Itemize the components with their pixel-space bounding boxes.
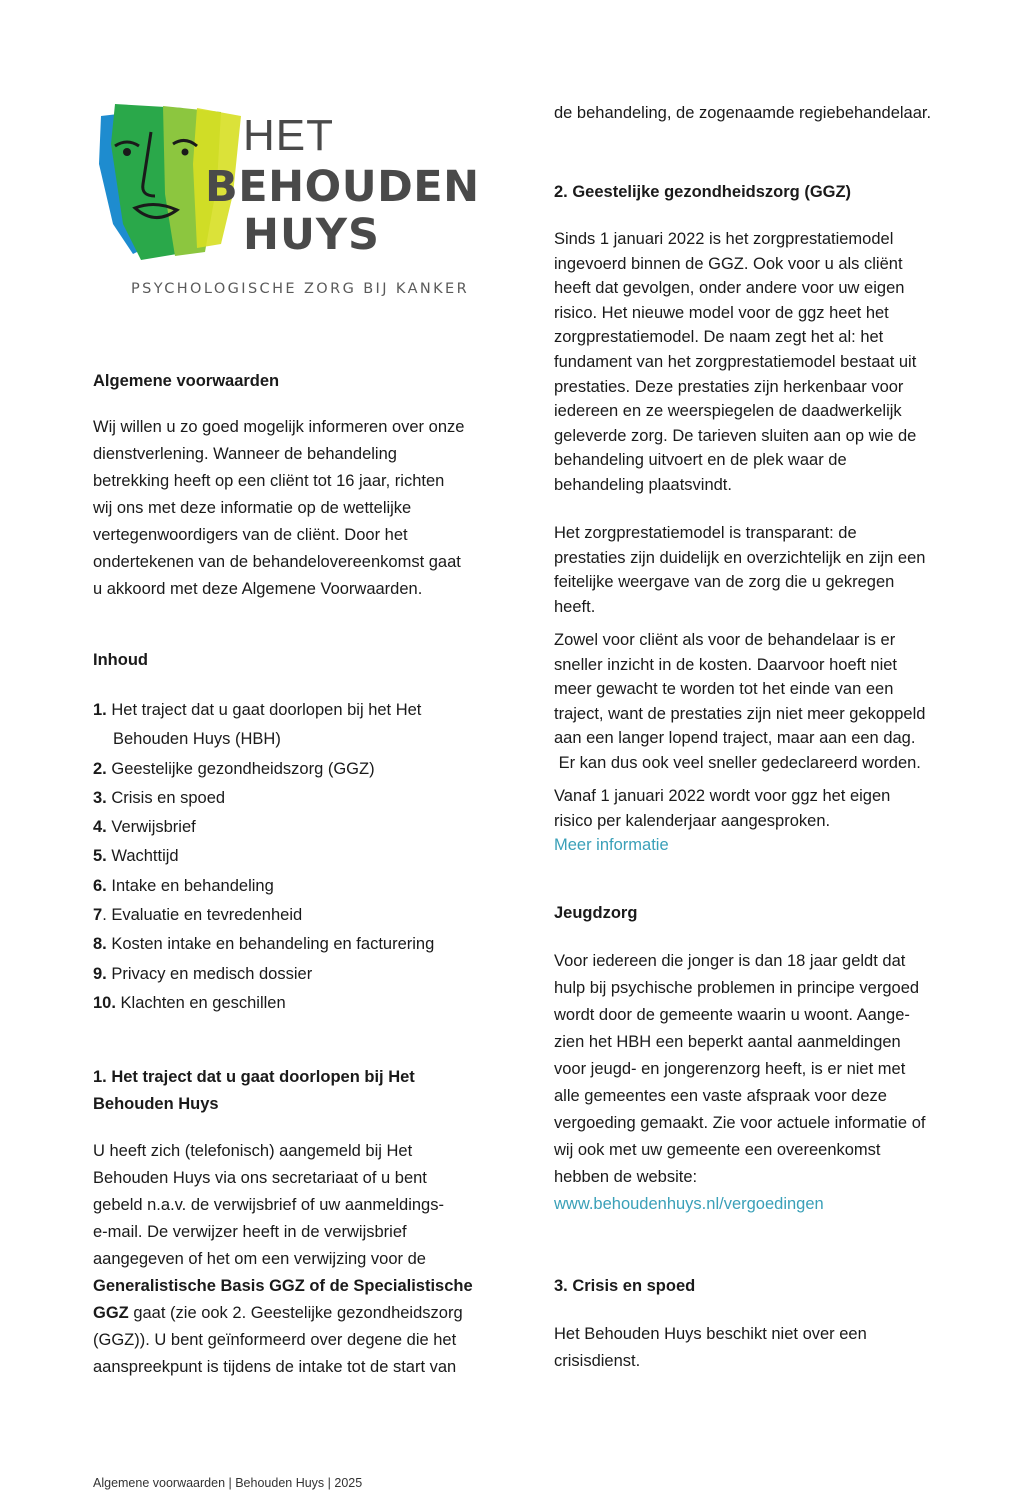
toc-item[interactable]: 1. Het traject dat u gaat doorlopen bij het Het Behouden Huys (HBH) (93, 701, 422, 749)
meer-informatie-link[interactable]: Meer informatie (554, 836, 669, 855)
vergoedingen-link[interactable]: www.behoudenhuys.nl/vergoedingen (554, 1195, 824, 1213)
intro-paragraph: Wij willen u zo goed mogelijk informeren over onze dienstverlening. Wanneer de behandeling betrekking heeft op een cliënt tot 16 jaar, richten wij ons met deze informatie op de wettelijke vertegenwoordigers van de cliënt. Door het ondertekenen van de behandelovereenkomst gaat u akkoord met deze Algemene Voorwaarden. (93, 418, 465, 598)
logo-word-huys: HUYS (243, 210, 381, 260)
heading-ggz: 2. Geestelijke gezondheidszorg (GGZ) (554, 183, 852, 201)
heading-jeugdzorg: Jeugdzorg (554, 904, 638, 922)
jeugdzorg-paragraph: Voor iedereen die jonger is dan 18 jaar geldt dat hulp bij psychische problemen in principe vergoed wordt door de gemeente waarin u woont. Aange- zien het HBH een beperkt aantal aanmeldingen voor jeugd- en jongerenzorg heeft, is er niet met alle gemeentes een vaste afspraak voor deze vergoeding gemaakt. Zie voor actuele informatie of wij ook met uw gemeente een overeenkomst hebben de website: www.behoudenhuys.nl/vergoedingen (554, 948, 925, 1218)
heading-algemene-voorwaarden: Algemene voorwaarden (93, 372, 280, 390)
section-1-paragraph: U heeft zich (telefonisch) aangemeld bij Het Behouden Huys via ons secretariaat of u bent gebeld n.a.v. de verwijsbrief of uw aanmeldings- e-mail. De verwijzer heeft in de verwijsbrief aangegeven of het om een verwijzing voor de Generalistische Basis GGZ of de Specialistische GGZ gaat (zie ook 2. Geestelijke gezondheidszorg (GGZ)). U bent geïnformeerd over degene die het aanspreekpunt is tijdens de intake tot de start van (93, 1142, 473, 1376)
logo-word-het: HET (243, 111, 334, 160)
logo (93, 104, 493, 304)
crisis-paragraph: Het Behouden Huys beschikt niet over een crisisdienst. (554, 1325, 867, 1370)
heading-inhoud: Inhoud (93, 651, 148, 669)
toc-item[interactable]: 5. Wachttijd (93, 847, 179, 866)
toc-item[interactable]: 7. Evaluatie en tevredenheid (93, 906, 303, 925)
ggz-paragraph-2: Het zorgprestatiemodel is transparant: de prestaties zijn duidelijk en overzichtelijk en zijn een feitelijke weergave van de zorg die u gekregen heeft. (554, 524, 926, 616)
toc-item[interactable]: 3. Crisis en spoed (93, 788, 226, 807)
logo-tagline: PSYCHOLOGISCHE ZORG BIJ KANKER (131, 281, 470, 297)
ggz-paragraph-3: Zowel voor cliënt als voor de behandelaar is er sneller inzicht in de kosten. Daarvoor hoeft niet meer gewacht te worden tot het einde van een traject, want de prestaties zijn niet meer gekoppeld aan een langer lopend traject, maar aan een dag. Er kan dus ook veel sneller gedeclareerd worden. (554, 631, 926, 772)
toc-item[interactable]: 6. Intake en behandeling (93, 876, 274, 895)
toc-item[interactable]: 4. Verwijsbrief (93, 818, 196, 837)
ggz-paragraph-1: Sinds 1 januari 2022 is het zorgprestatiemodel ingevoerd binnen de GGZ. Ook voor u als cliënt heeft dat gevolgen, onder andere voor uw eigen risico. Het nieuwe model voor de ggz heet het zorgprestatiemodel. De naam zegt het al: het fundament van het zorgprestatiemodel bestaat uit prestaties. Deze prestaties zijn herkenbaar voor iedereen en ze weerspiegelen de daadwerkelijk geleverde zorg. De tarieven sluiten aan op wie de behandeling uitvoert en de plek waar de behandeling plaatsvindt. (554, 230, 917, 494)
heading-crisis: 3. Crisis en spoed (554, 1277, 696, 1295)
continuation-text: de behandeling, de zogenaamde regiebehandelaar. (554, 104, 932, 122)
toc-item[interactable]: 9. Privacy en medisch dossier (93, 964, 313, 983)
table-of-contents (93, 696, 493, 1018)
ggz-paragraph-4: Vanaf 1 januari 2022 wordt voor ggz het eigen risico per kalenderjaar aangesproken. Meer informatie (554, 784, 890, 858)
toc-item[interactable]: 8. Kosten intake en behandeling en facturering (93, 935, 435, 954)
heading-section-1: 1. Het traject dat u gaat doorlopen bij Het Behouden Huys (93, 1068, 415, 1113)
toc-item[interactable]: 10. Klachten en geschillen (93, 993, 286, 1012)
page-footer: Algemene voorwaarden | Behouden Huys | 2025 (93, 1476, 363, 1490)
logo-word-behouden: BEHOUDEN (205, 162, 480, 212)
toc-item[interactable]: 2. Geestelijke gezondheidszorg (GGZ) (93, 759, 375, 778)
